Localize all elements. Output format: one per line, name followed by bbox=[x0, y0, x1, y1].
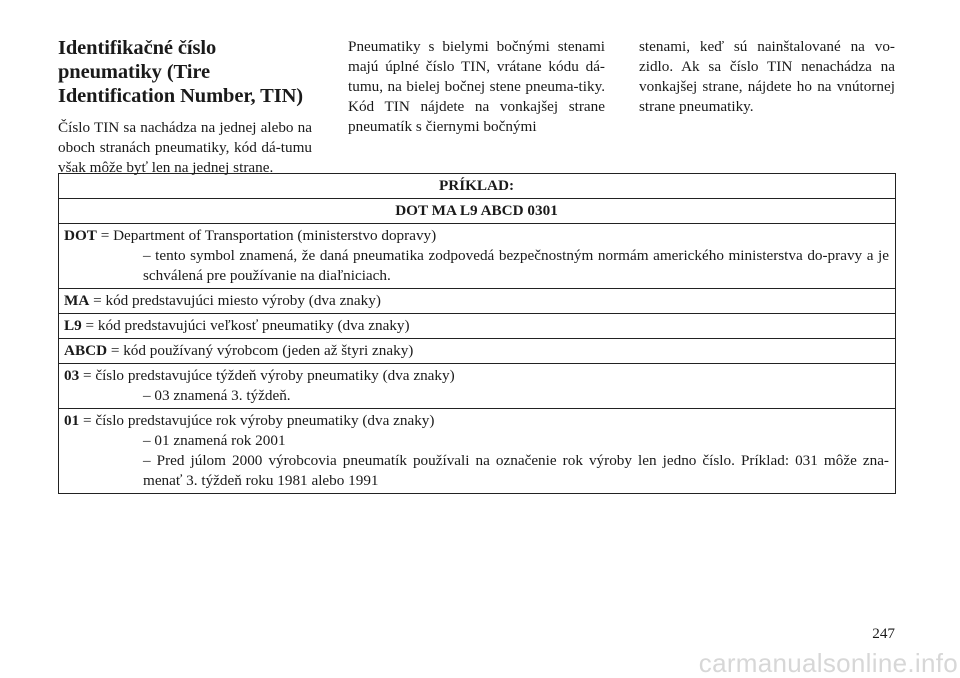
code-definition bbox=[64, 341, 889, 361]
table-row bbox=[59, 314, 896, 339]
code-definition bbox=[64, 316, 889, 336]
table-cell bbox=[59, 314, 896, 339]
code-note: – 01 znamená rok 2001 bbox=[143, 432, 286, 449]
code-term: 01 bbox=[64, 412, 80, 429]
code-term: ABCD bbox=[64, 342, 108, 359]
code-description: = kód predstavujúci veľkosť pneumatiky (dva znaky) bbox=[81, 317, 410, 334]
tin-example-table bbox=[58, 173, 896, 494]
code-description: = číslo predstavujúce týždeň výroby pneumatiky (dva znaky) bbox=[79, 367, 455, 384]
code-description: = číslo predstavujúce rok výroby pneumatiky (dva znaky) bbox=[79, 412, 435, 429]
table-row bbox=[59, 339, 896, 364]
table-row bbox=[59, 289, 896, 314]
code-definition bbox=[64, 291, 889, 311]
code-description: = Department of Transportation (ministerstvo dopravy) bbox=[96, 227, 437, 244]
table-cell bbox=[59, 364, 896, 409]
code-definition bbox=[64, 226, 889, 246]
code-term: L9 bbox=[64, 317, 82, 334]
table-row bbox=[59, 224, 896, 289]
middle-column bbox=[348, 37, 605, 137]
code-note: – 03 znamená 3. týždeň. bbox=[143, 387, 291, 404]
example-code: DOT MA L9 ABCD 0301 bbox=[59, 199, 896, 224]
table-row bbox=[59, 364, 896, 409]
table-title-row bbox=[59, 174, 896, 199]
table-cell bbox=[59, 224, 896, 289]
right-paragraph: stenami, keď sú nainštalované na vo-zidlo. Ak sa číslo TIN nenachádza na vonkajšej strane, nájdete ho na vnútornej strane pneumatiky. bbox=[639, 38, 895, 115]
table-row bbox=[59, 409, 896, 494]
code-definition bbox=[64, 411, 889, 431]
code-term: 03 bbox=[64, 367, 80, 384]
code-definition bbox=[64, 366, 889, 386]
code-description: = kód predstavujúci miesto výroby (dva znaky) bbox=[89, 292, 381, 309]
watermark: carmanualsonline.info bbox=[698, 648, 958, 678]
table-cell bbox=[59, 339, 896, 364]
example-code-row bbox=[59, 199, 896, 224]
left-column bbox=[58, 36, 312, 178]
section-heading: Identifikačné číslo pneumatiky (Tire Identification Number, TIN) bbox=[58, 37, 304, 107]
code-note: – tento symbol znamená, že daná pneumatika zodpovedá bezpečnostným normám amerického ministerstva do-pravy a je schválená pre používanie na diaľniciach. bbox=[143, 247, 889, 284]
table-cell bbox=[59, 409, 896, 494]
right-column bbox=[639, 37, 895, 117]
code-term: MA bbox=[64, 292, 90, 309]
code-note: – Pred júlom 2000 výrobcovia pneumatík používali na označenie rok výroby len jedno číslo. Príklad: 031 môže zna-menať 3. týždeň roku 1981 alebo 1991 bbox=[143, 452, 889, 489]
table-title: PRÍKLAD: bbox=[59, 174, 896, 199]
page-number: 247 bbox=[872, 625, 895, 642]
middle-paragraph: Pneumatiky s bielymi bočnými stenami majú úplné číslo TIN, vrátane kódu dá-tumu, na bielej bočnej stene pneuma-tiky. Kód TIN nájdete na vonkajšej strane pneumatík s čiernymi bočnými bbox=[348, 38, 605, 135]
code-term: DOT bbox=[64, 227, 97, 244]
table-cell bbox=[59, 289, 896, 314]
code-description: = kód používaný výrobcom (jeden až štyri znaky) bbox=[107, 342, 414, 359]
intro-paragraph: Číslo TIN sa nachádza na jednej alebo na oboch stranách pneumatiky, kód dá-tumu však môže byť len na jednej strane. bbox=[58, 119, 312, 176]
